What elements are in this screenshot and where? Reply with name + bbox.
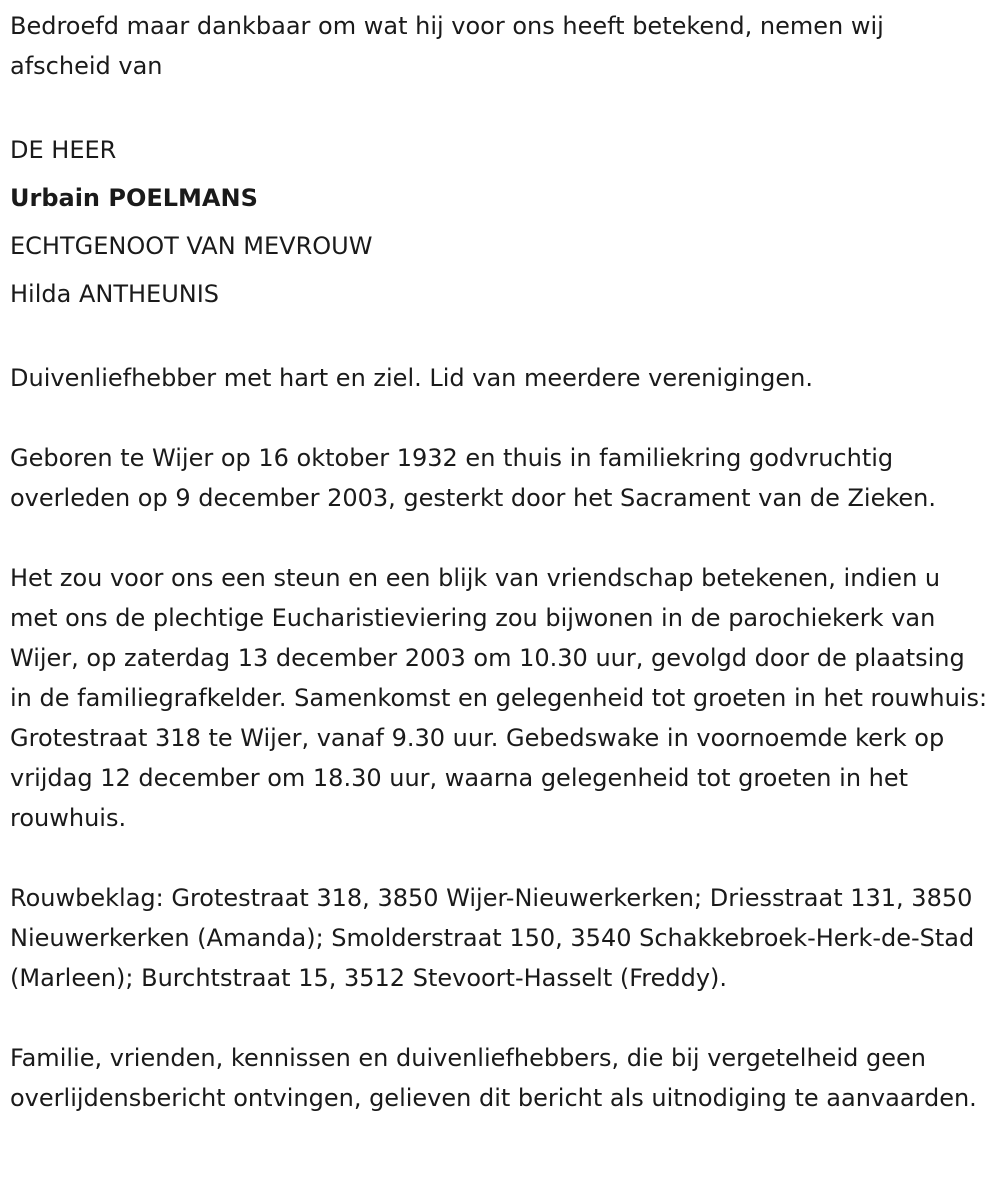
spacer <box>10 838 990 878</box>
deceased-name: Urbain POELMANS <box>10 184 258 212</box>
spacer <box>10 998 990 1038</box>
spouse-label: ECHTGENOOT VAN MEVROUW <box>10 232 373 260</box>
intro-text: Bedroefd maar dankbaar om wat hij voor ons heeft betekend, nemen wij afscheid van <box>10 12 884 80</box>
spacer <box>10 86 990 126</box>
spacer <box>10 398 990 438</box>
spacer <box>10 318 990 358</box>
spouse-name: Hilda ANTHEUNIS <box>10 280 220 308</box>
closing-text: Familie, vrienden, kennissen en duivenliefhebbers, die bij vergetelheid geen overlijdensbericht ontvingen, gelieven dit bericht als uitnodiging te aanvaarden. <box>10 1044 977 1112</box>
ceremony-text: Het zou voor ons een steun en een blijk van vriendschap betekenen, indien u met ons de plechtige Eucharistieviering zou bijwonen in de parochiekerk van Wijer, op zaterdag 13 december 2003 om 10.30 uur, gevolgd door de plaatsing in de familiegrafkelder. Samenkomst en gelegenheid tot groeten in het rouwhuis: Grotestraat 318 te Wijer, vanaf 9.30 uur. Gebedswake in voornoemde kerk op vrijdag 12 december om 18.30 uur, waarna gelegenheid tot groeten in het rouwhuis. <box>10 564 988 832</box>
spacer <box>10 518 990 558</box>
condolence-addresses-text: Rouwbeklag: Grotestraat 318, 3850 Wijer-Nieuwerkerken; Driesstraat 131, 3850 Nieuwerkerken (Amanda); Smolderstraat 150, 3540 Schakkebroek-Herk-de-Stad (Marleen); Burchtstraat 15, 3512 Stevoort-Hasselt (Freddy). <box>10 884 975 992</box>
title-line: DE HEER <box>10 136 117 164</box>
birth-death-text: Geboren te Wijer op 16 oktober 1932 en thuis in familiekring godvruchtig overleden op 9 december 2003, gesterkt door het Sacrament van de Zieken. <box>10 444 937 512</box>
description-text: Duivenliefhebber met hart en ziel. Lid van meerdere verenigingen. <box>10 364 814 392</box>
